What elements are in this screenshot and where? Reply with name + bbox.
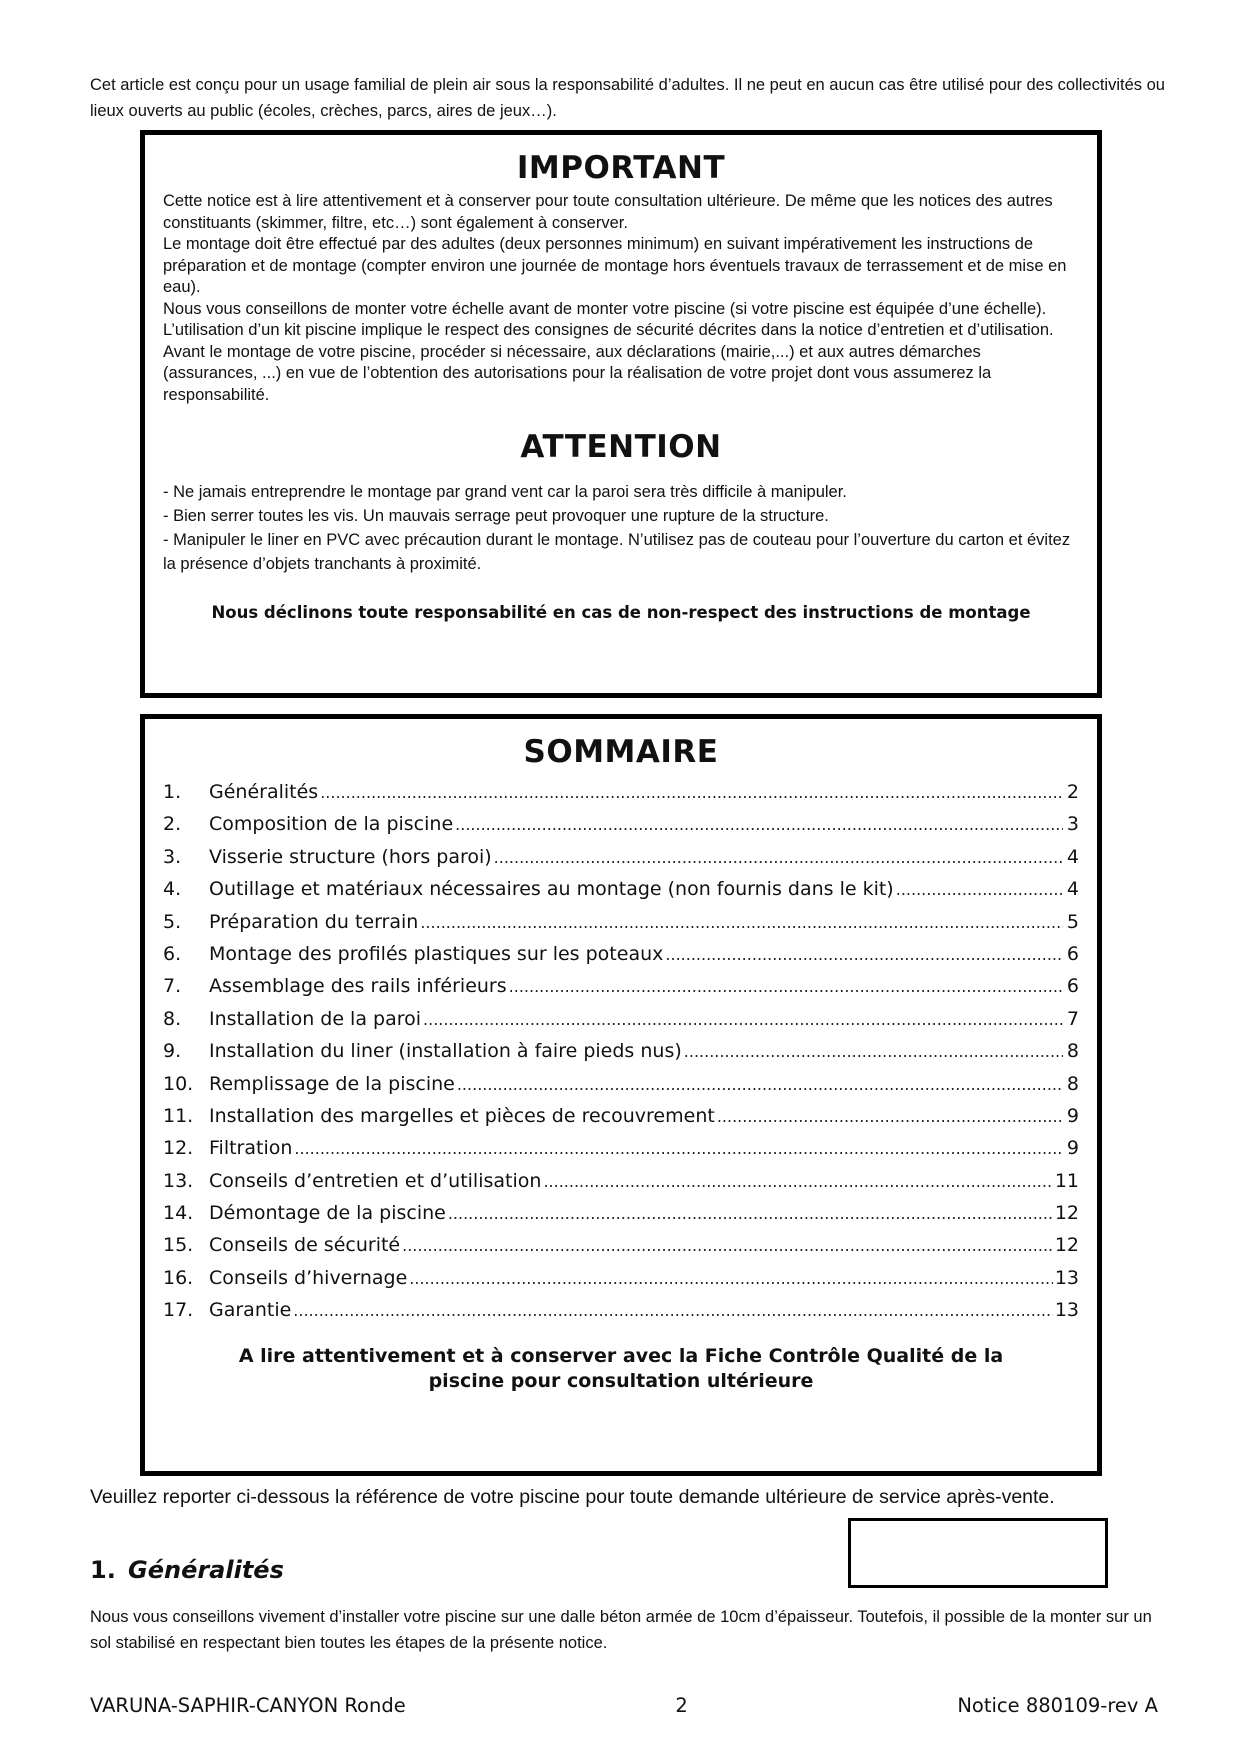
toc-dot-leader	[423, 1010, 1063, 1029]
toc-entry-page: 4	[1066, 878, 1079, 901]
toc-entry-number: 15.	[163, 1234, 194, 1257]
toc-entry[interactable]	[163, 943, 1079, 975]
toc-entry[interactable]	[163, 1202, 1079, 1234]
toc-entry[interactable]	[163, 813, 1079, 845]
important-paragraph: Cette notice est à lire attentivement et à conserver pour toute consultation ultérieure. De même que les notices des autres constituants (skimmer, filtre, etc…) sont également à conserver.	[163, 192, 1053, 232]
sommaire-note: A lire attentivement et à conserver avec la Fiche Contrôle Qualité de la piscine pour consultation ultérieure	[238, 1344, 1004, 1392]
toc-entry[interactable]	[163, 1105, 1079, 1137]
toc-entry-page: 6	[1066, 942, 1079, 965]
toc-entry-label: Conseils de sécurité	[209, 1234, 401, 1257]
toc-entry-number: 9.	[163, 1040, 182, 1063]
attention-item: - Manipuler le liner en PVC avec précaution durant le montage. N’utilisez pas de couteau pour l’ouverture du carton et évitez la présence d’objets tranchants à proximité.	[163, 531, 1071, 573]
toc-entry[interactable]	[163, 911, 1079, 943]
toc-entry-label: Installation du liner (installation à faire pieds nus)	[209, 1040, 682, 1063]
section-heading	[90, 1556, 284, 1584]
toc-entry[interactable]	[163, 1170, 1079, 1202]
toc-dot-leader	[509, 977, 1063, 996]
toc-entry-label: Assemblage des rails inférieurs	[209, 975, 507, 998]
toc-entry-number: 4.	[163, 878, 182, 901]
disclaimer: Nous déclinons toute responsabilité en cas de non-respect des instructions de montage	[211, 603, 1031, 622]
toc-entry-number: 14.	[163, 1202, 194, 1225]
toc-entry-number: 13.	[163, 1169, 194, 1192]
toc-entry[interactable]	[163, 1267, 1079, 1299]
footer-product: VARUNA-SAPHIR-CANYON Ronde	[90, 1694, 406, 1717]
toc-entry-label: Généralités	[209, 781, 319, 803]
attention-item: - Bien serrer toutes les vis. Un mauvais serrage peut provoquer une rupture de la structure.	[163, 507, 829, 525]
toc-entry-label: Visserie structure (hors paroi)	[209, 845, 492, 868]
important-title: IMPORTANT	[516, 150, 726, 186]
toc-entry-number: 11.	[163, 1104, 194, 1127]
toc-entry-label: Filtration	[209, 1137, 293, 1160]
toc-entry-page: 5	[1066, 910, 1079, 933]
toc-entry-label: Remplissage de la piscine	[209, 1072, 455, 1095]
toc-entry-page: 6	[1066, 975, 1079, 998]
toc-entry-label: Installation des margelles et pièces de recouvrement	[209, 1104, 715, 1127]
toc-entry-label: Conseils d’hivernage	[209, 1266, 408, 1289]
toc-dot-leader	[494, 848, 1063, 867]
toc-entry[interactable]	[163, 1137, 1079, 1169]
table-of-contents	[163, 781, 1079, 1332]
toc-dot-leader	[684, 1042, 1063, 1061]
toc-entry-page: 8	[1066, 1040, 1079, 1063]
toc-dot-leader	[293, 1301, 1053, 1320]
toc-dot-leader	[402, 1236, 1053, 1255]
toc-entry[interactable]	[163, 846, 1079, 878]
toc-entry-number: 3.	[163, 845, 182, 868]
toc-entry-number: 7.	[163, 975, 182, 998]
toc-dot-leader	[455, 815, 1063, 834]
toc-entry-page: 4	[1066, 845, 1079, 868]
toc-entry-label: Garantie	[209, 1299, 292, 1322]
toc-entry-label: Préparation du terrain	[209, 910, 419, 933]
section-number: 1.	[90, 1556, 116, 1584]
toc-dot-leader	[543, 1172, 1052, 1191]
toc-entry[interactable]	[163, 1234, 1079, 1266]
toc-dot-leader	[457, 1075, 1063, 1094]
toc-entry-page: 11	[1054, 1169, 1079, 1192]
toc-entry-page: 8	[1066, 1072, 1079, 1095]
toc-entry-label: Composition de la piscine	[209, 813, 454, 836]
toc-entry-number: 16.	[163, 1266, 194, 1289]
toc-entry-page: 9	[1066, 1137, 1079, 1160]
important-box	[140, 130, 1102, 698]
toc-entry-number: 8.	[163, 1007, 182, 1030]
important-paragraph: Avant le montage de votre piscine, procéder si nécessaire, aux déclarations (mairie,...) et aux autres démarches (assurances, ...) en vue de l’obtention des autorisations pour la réalisation de votre projet dont vous assumerez la responsabilité.	[163, 342, 992, 404]
toc-dot-leader	[896, 880, 1063, 899]
important-paragraph: Le montage doit être effectué par des adultes (deux personnes minimum) en suivant impérativement les instructions de préparation et de montage (compter environ une journée de montage hors éventuels travaux de terrassement et de mise en eau).	[163, 235, 1067, 296]
toc-entry-page: 2	[1066, 781, 1079, 803]
footer-notice-ref: Notice 880109-rev A	[957, 1694, 1158, 1717]
important-paragraph: Nous vous conseillons de monter votre échelle avant de monter votre piscine (si votre piscine est équipée d’une échelle). L’utilisation d’un kit piscine implique le respect des consignes de sécurité décrites dans la notice d’entretien et d’utilisation.	[163, 299, 1054, 339]
toc-entry-number: 6.	[163, 942, 182, 965]
toc-dot-leader	[294, 1139, 1063, 1158]
toc-entry-label: Montage des profilés plastiques sur les poteaux	[209, 942, 664, 965]
toc-dot-leader	[409, 1269, 1053, 1288]
toc-entry-number: 17.	[163, 1299, 194, 1322]
toc-entry-label: Conseils d’entretien et d’utilisation	[209, 1169, 542, 1192]
toc-entry-label: Démontage de la piscine	[209, 1202, 446, 1225]
toc-entry-label: Outillage et matériaux nécessaires au montage (non fournis dans le kit)	[209, 878, 894, 901]
report-instruction: Veuillez reporter ci-dessous la référence de votre piscine pour toute demande ultérieure de service après-vente.	[90, 1486, 1055, 1508]
attention-title: ATTENTION	[520, 429, 722, 465]
sommaire-title: SOMMAIRE	[523, 734, 719, 770]
toc-entry[interactable]	[163, 1073, 1079, 1105]
reference-input-box[interactable]	[848, 1518, 1108, 1588]
footer-page-number: 2	[675, 1694, 688, 1717]
section-title: Généralités	[128, 1556, 284, 1584]
toc-dot-leader	[448, 1204, 1053, 1223]
intro-text: Cet article est conçu pour un usage familial de plein air sous la responsabilité d’adultes. Il ne peut en aucun cas être utilisé pour des collectivités ou lieux ouverts au public (écoles, crèches, parcs, aires de jeux…).	[90, 76, 1165, 120]
toc-entry-number: 2.	[163, 813, 182, 836]
sommaire-box	[140, 714, 1102, 1476]
toc-dot-leader	[665, 945, 1063, 964]
toc-entry[interactable]	[163, 781, 1079, 813]
toc-entry-number: 10.	[163, 1072, 194, 1095]
toc-entry-page: 12	[1054, 1234, 1079, 1257]
toc-entry[interactable]	[163, 878, 1079, 910]
toc-dot-leader	[717, 1107, 1063, 1126]
toc-entry[interactable]	[163, 975, 1079, 1007]
toc-entry-number: 5.	[163, 910, 182, 933]
toc-entry[interactable]	[163, 1299, 1079, 1331]
toc-dot-leader	[320, 783, 1063, 802]
toc-entry-page: 13	[1054, 1299, 1079, 1322]
attention-item: - Ne jamais entreprendre le montage par grand vent car la paroi sera très difficile à manipuler.	[163, 483, 847, 501]
toc-dot-leader	[420, 913, 1063, 932]
toc-entry-page: 3	[1066, 813, 1079, 836]
toc-entry-number: 12.	[163, 1137, 194, 1160]
toc-entry-page: 7	[1066, 1007, 1079, 1030]
toc-entry-number: 1.	[163, 781, 182, 803]
attention-list	[163, 480, 1079, 576]
toc-entry-label: Installation de la paroi	[209, 1007, 422, 1030]
section-paragraph: Nous vous conseillons vivement d’installer votre piscine sur une dalle béton armée de 10cm d’épaisseur. Toutefois, il possible de la monter sur un sol stabilisé en respectant bien toutes les étapes de la présente notice.	[90, 1608, 1152, 1652]
page-footer	[90, 1694, 1158, 1717]
toc-entry-page: 13	[1054, 1266, 1079, 1289]
toc-entry[interactable]	[163, 1040, 1079, 1072]
toc-entry-page: 12	[1054, 1202, 1079, 1225]
toc-entry[interactable]	[163, 1008, 1079, 1040]
toc-entry-page: 9	[1066, 1104, 1079, 1127]
